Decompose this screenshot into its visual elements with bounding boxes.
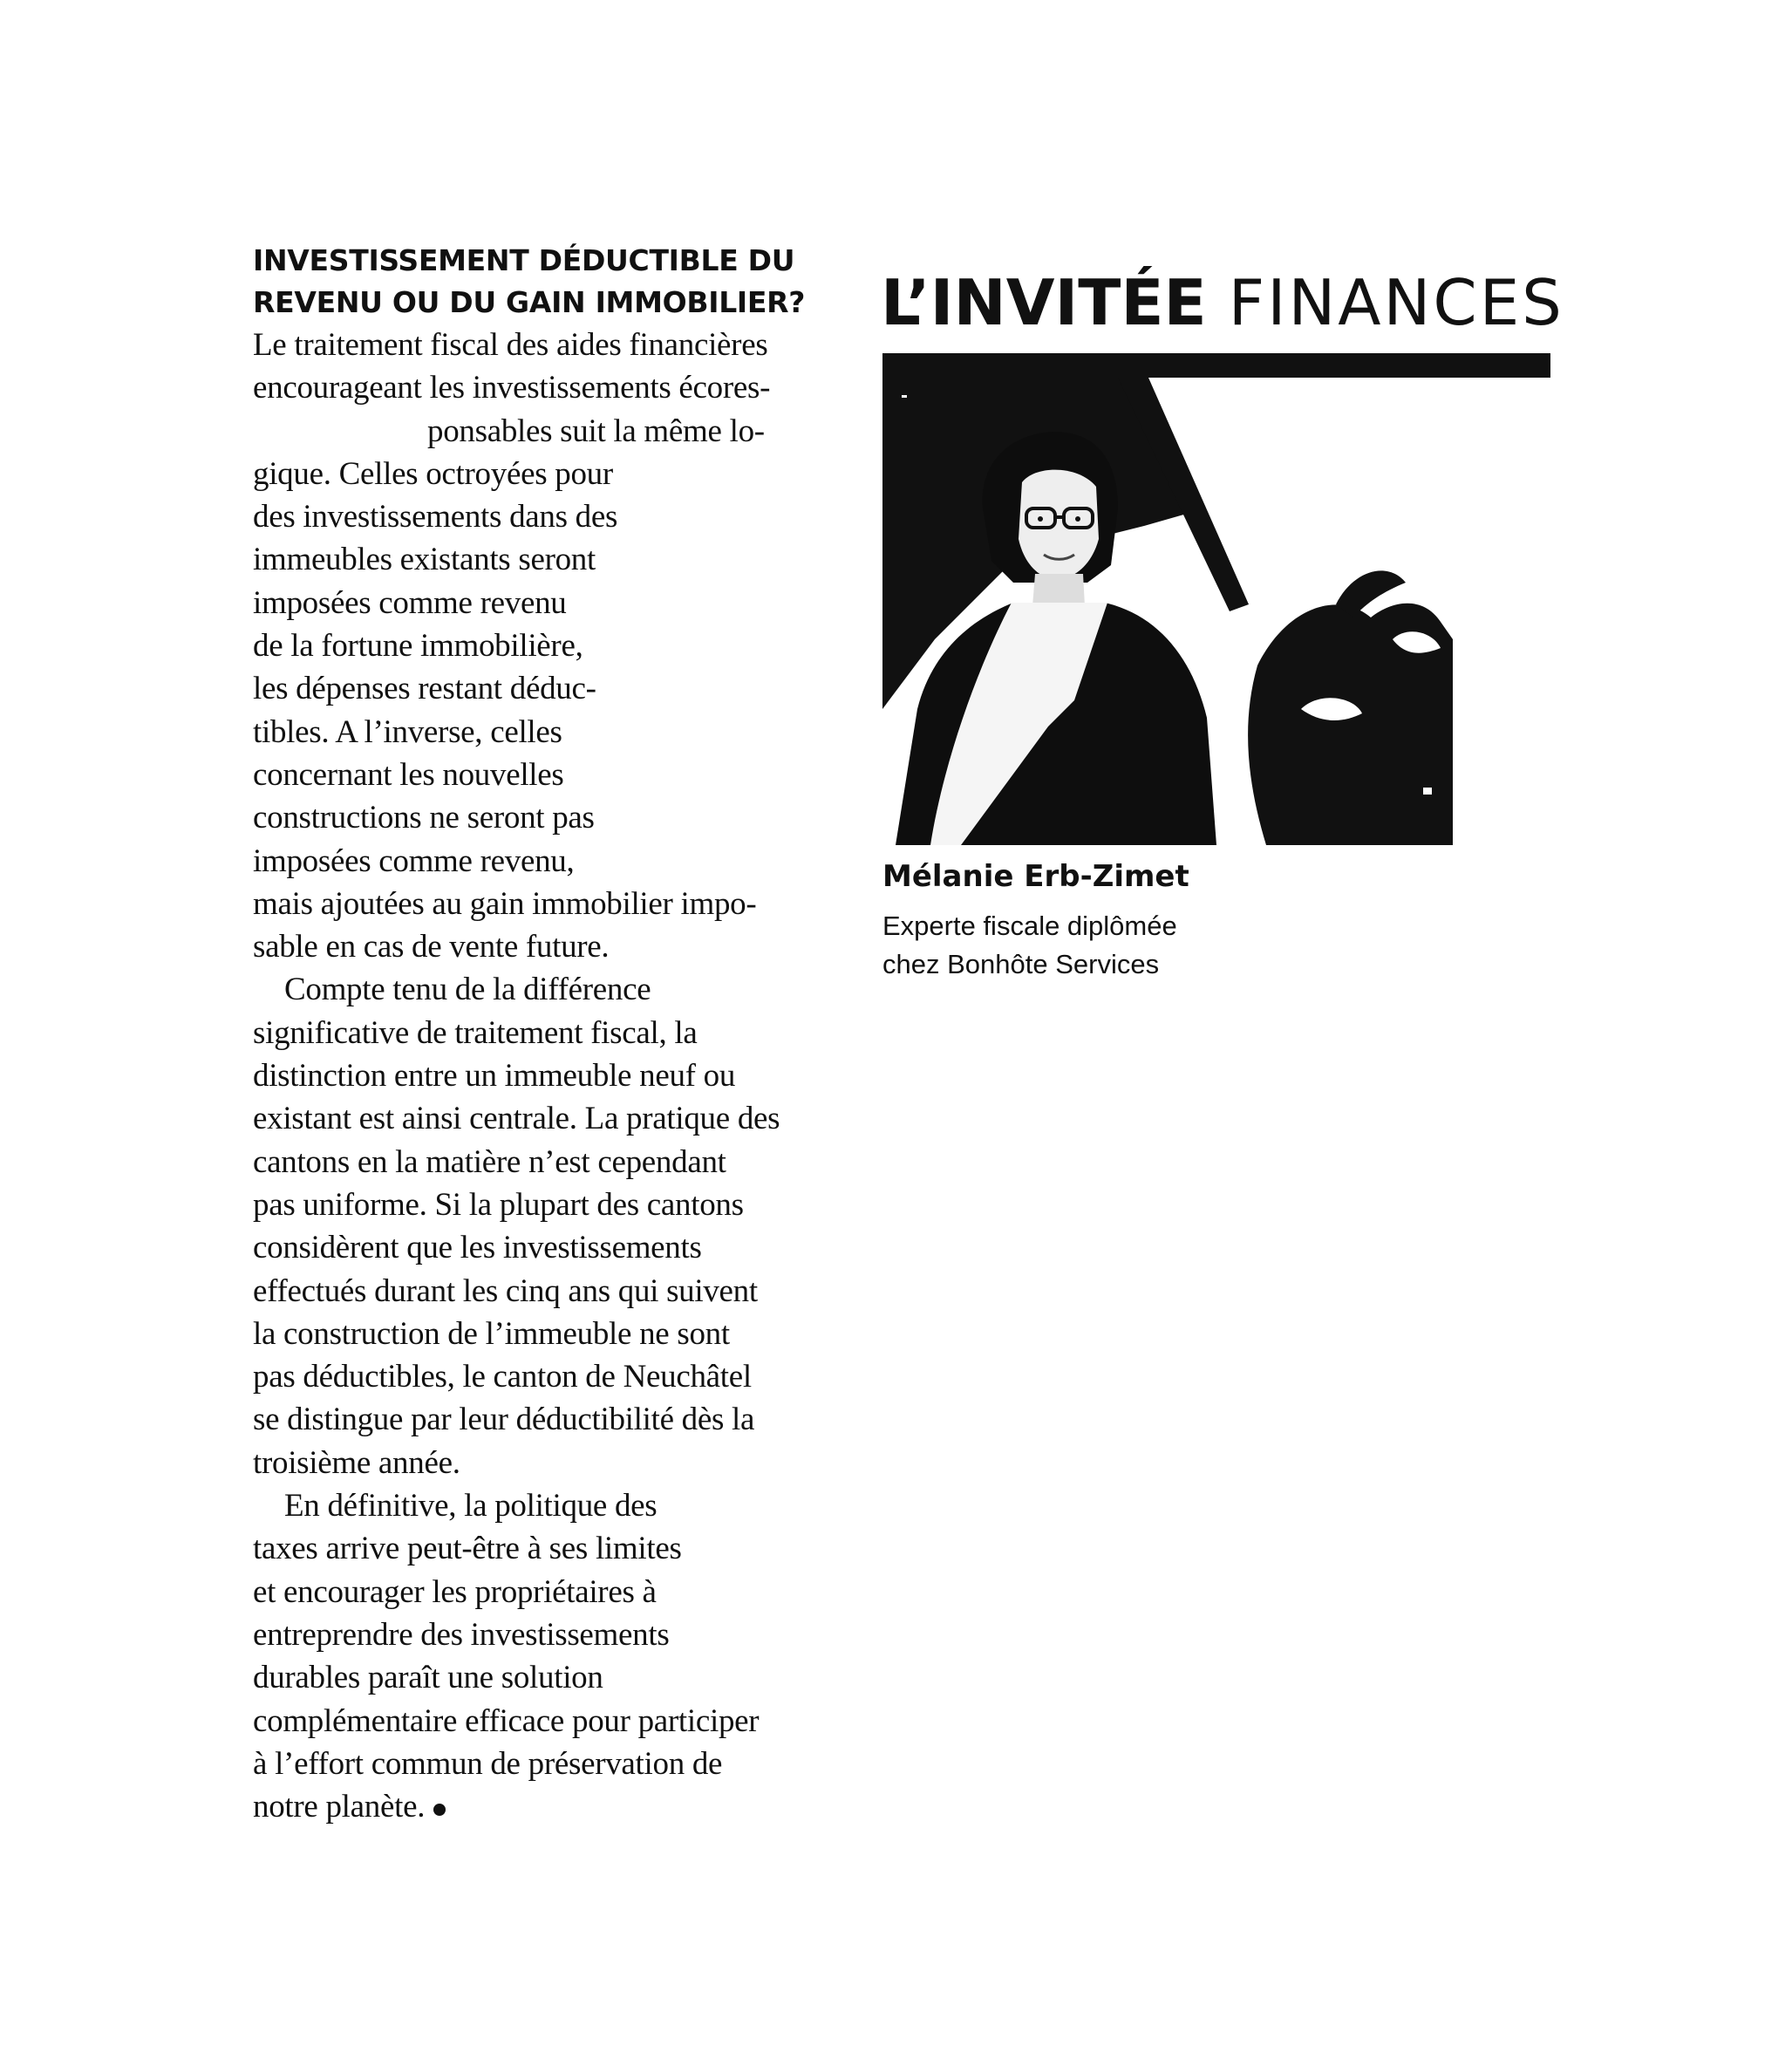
rubric-title <box>881 263 1564 342</box>
headline-line: REVENU OU DU GAIN IMMOBILIER? <box>253 285 806 319</box>
text-line: Compte tenu de la différence <box>284 972 651 1008</box>
text-line: se distingue par leur déductibilité dès la <box>253 1402 755 1438</box>
text-line: Le traitement fiscal des aides financières <box>253 327 768 363</box>
text-line: pas déductibles, le canton de Neuchâtel <box>253 1359 752 1395</box>
author-name: Mélanie Erb-Zimet <box>882 859 1189 894</box>
rubric-strong: L’INVITÉE <box>881 266 1207 339</box>
headline-line: INVESTISSEMENT DÉDUCTIBLE DU <box>253 243 795 277</box>
text-line: En définitive, la politique des <box>284 1488 658 1525</box>
text-line: ponsables suit la même lo- <box>427 413 765 449</box>
text-line: pas uniforme. Si la plupart des cantons <box>253 1186 744 1223</box>
text-line: cantons en la matière n’est cependant <box>253 1143 726 1180</box>
text-line: imposées comme revenu <box>253 584 567 621</box>
text-line: concernant les nouvelles <box>253 756 564 793</box>
text-line: notre planète. <box>253 1789 426 1825</box>
text-line: existant est ainsi centrale. La pratique des <box>253 1101 780 1137</box>
article-headline <box>253 240 863 324</box>
text-line: et encourager les propriétaires à <box>253 1573 657 1610</box>
last-text-line <box>253 1785 863 1828</box>
end-of-article-bullet-icon <box>433 1804 446 1816</box>
text-line: de la fortune immobilière, <box>253 628 583 665</box>
text-line: encourageant les investissements écores- <box>253 370 771 406</box>
text-line: sable en cas de vente future. <box>253 929 610 965</box>
text-line: distinction entre un immeuble neuf ou <box>253 1058 736 1095</box>
text-line: mais ajoutées au gain immobilier impo- <box>253 885 757 922</box>
text-line: immeubles existants seront <box>253 542 596 578</box>
author-portrait-icon <box>882 378 1453 845</box>
article-column <box>253 240 863 1828</box>
rubric-light: FINANCES <box>1228 266 1564 339</box>
text-line: imposées comme revenu, <box>253 842 575 879</box>
text-line: constructions ne seront pas <box>253 800 595 836</box>
text-line: durables paraît une solution <box>253 1660 603 1696</box>
article-body <box>253 324 863 1828</box>
author-role-line: chez Bonhôte Services <box>882 949 1160 979</box>
author-role <box>882 907 1177 984</box>
text-line: la construction de l’immeuble ne sont <box>253 1315 730 1352</box>
text-line: effectués durant les cinq ans qui suivent <box>253 1272 758 1309</box>
text-line: complémentaire efficace pour participer <box>253 1702 760 1739</box>
text-line: considèrent que les investissements <box>253 1230 702 1266</box>
text-line: les dépenses restant déduc- <box>253 671 596 707</box>
text-line: tibles. A l’inverse, celles <box>253 713 562 750</box>
text-line: taxes arrive peut-être à ses limites <box>253 1531 682 1567</box>
text-line: des investissements dans des <box>253 499 618 535</box>
text-line: entreprendre des investissements <box>253 1616 670 1653</box>
text-line: à l’effort commun de préservation de <box>253 1745 723 1782</box>
text-line: troisième année. <box>253 1444 460 1481</box>
author-photo <box>882 378 1453 845</box>
author-role-line: Experte fiscale diplômée <box>882 911 1177 941</box>
text-line: gique. Celles octroyées pour <box>253 455 613 492</box>
text-line: significative de traitement fiscal, la <box>253 1014 698 1051</box>
rubric-rule <box>882 353 1550 378</box>
